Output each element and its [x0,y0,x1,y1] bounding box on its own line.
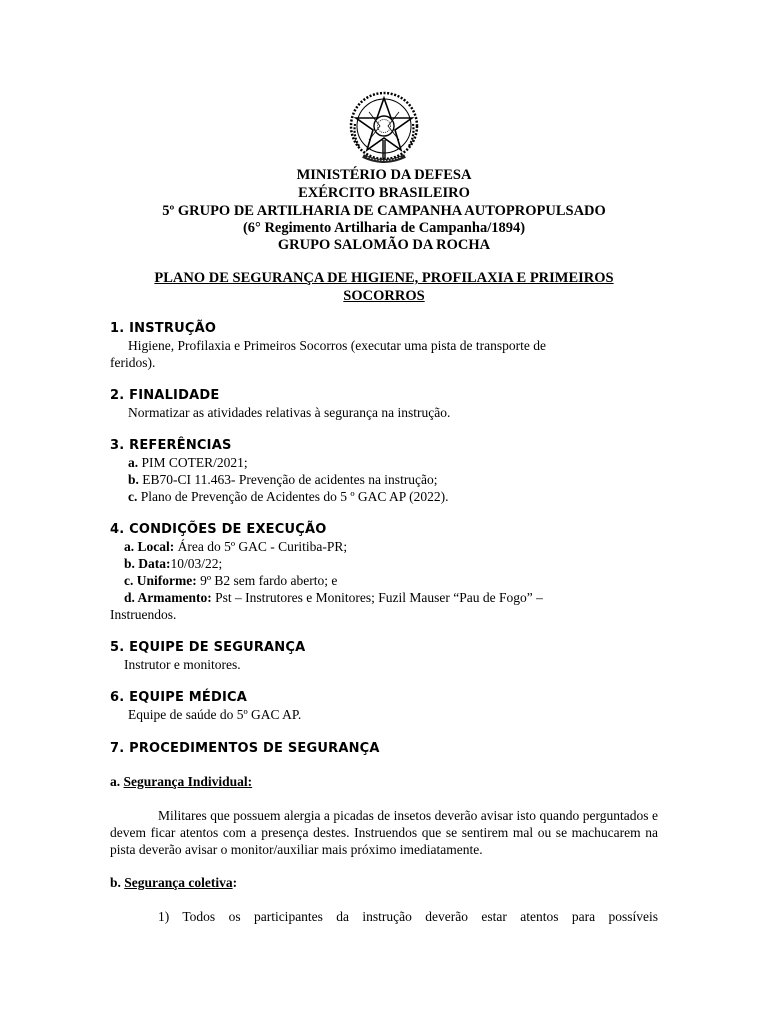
condition-item-local: a. Local: Área do 5º GAC - Curitiba-PR; [124,539,348,554]
header-army: EXÉRCITO BRASILEIRO [298,185,470,201]
document-title: PLANO DE SEGURANÇA DE HIGIENE, PROFILAXIA E PRIMEIROS [154,270,614,286]
header-unit: 5º GRUPO DE ARTILHARIA DE CAMPANHA AUTOPROPULSADO [162,203,606,219]
reference-item: a. PIM COTER/2021; [128,455,248,470]
reference-item: c. Plano de Prevenção de Acidentes do 5 º GAC AP (2022). [128,489,449,504]
section-heading-referencias: 3. REFERÊNCIAS [110,438,232,453]
section-heading-procedimentos: 7. PROCEDIMENTOS DE SEGURANÇA [110,741,380,756]
condition-item-data: b. Data:10/03/22; [124,556,223,571]
section-text: Instrutor e monitores. [124,657,241,672]
section-text: Higiene, Profilaxia e Primeiros Socorros (executar uma pista de transporte de [128,338,546,353]
paragraph-coletiva: 1) Todos os participantes da instrução deverão estar atentos para possíveis [158,909,658,924]
header-ministry: MINISTÉRIO DA DEFESA [296,167,472,183]
header-group-name: GRUPO SALOMÃO DA ROCHA [277,237,491,253]
section-heading-equipe-seguranca: 5. EQUIPE DE SEGURANÇA [110,640,306,655]
condition-item-armamento: d. Armamento: Pst – Instrutores e Monitores; Fuzil Mauser “Pau de Fogo” – [124,590,543,605]
section-text: Equipe de saúde do 5º GAC AP. [128,707,302,722]
coat-of-arms-emblem [339,88,429,170]
section-heading-equipe-medica: 6. EQUIPE MÉDICA [110,690,248,705]
subsection-heading-coletiva: b. Segurança coletiva: [110,875,238,890]
header-regiment: (6° Regimento Artilharia de Campanha/1894) [242,220,526,236]
section-text: feridos). [110,355,156,370]
condition-item-uniforme: c. Uniforme: 9º B2 sem fardo aberto; e [124,573,338,588]
section-text: Instruendos. [110,607,177,622]
section-heading-instrucao: 1. INSTRUÇÃO [110,321,217,336]
subsection-heading-individual: a. Segurança Individual: [110,774,253,789]
document-title-cont: SOCORROS [343,288,425,304]
paragraph-individual: Militares que possuem alergia a picadas de insetos deverão avisar isto quando perguntados e devem ficar atentos com a presença destes. Instruendos que se sentirem mal ou se machucarem na pista deverão avisar o monitor/auxiliar mais próximo imediatamente. [110,808,658,857]
section-heading-condicoes: 4. CONDIÇÕES DE EXECUÇÃO [110,522,327,537]
reference-item: b. EB70-CI 11.463- Prevenção de acidentes na instrução; [128,472,438,487]
section-text: Normatizar as atividades relativas à segurança na instrução. [128,405,451,420]
section-heading-finalidade: 2. FINALIDADE [110,388,220,403]
